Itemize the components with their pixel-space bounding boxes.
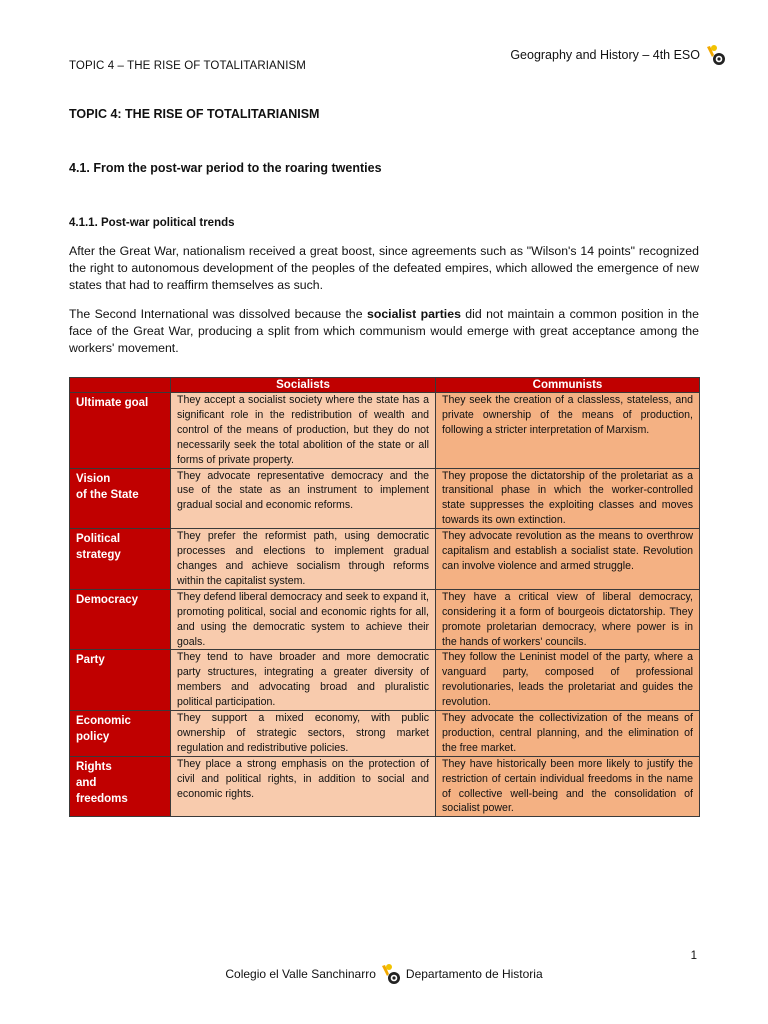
- table-row: [70, 468, 700, 529]
- row-label: Political strategy: [70, 529, 171, 590]
- footer-school: Colegio el Valle Sanchinarro: [225, 967, 376, 981]
- table-row: [70, 589, 700, 650]
- row-label: Vision of the State: [70, 468, 171, 529]
- table-row: [70, 756, 700, 817]
- page-number: 1: [690, 950, 697, 962]
- socialists-cell: They place a strong emphasis on the protection of civil and political rights, in addition to social and economic rights.: [171, 756, 436, 817]
- paragraph-text-end: did not maintain a common position in the face of the Great War, producing a split from which communism would emerge with great acceptance among the workers' movement.: [69, 307, 699, 355]
- footer-department: Departamento de Historia: [405, 967, 543, 981]
- comparison-table: [69, 377, 700, 817]
- socialists-cell: They tend to have broader and more democratic party structures, integrating a greater diversity of members and advocating broad and pluralistic political participation.: [171, 650, 436, 711]
- socialists-cell: They accept a socialist society where the state has a significant role in the redistribution of wealth and control of the means of production, but they do not necessarily seek the total abolition of the state or all forms of private property.: [171, 393, 436, 469]
- socialists-cell: They prefer the reformist path, using democratic processes and elections to implement gradual changes and achieve socialism through reforms within the capitalist system.: [171, 529, 436, 590]
- table-row: [70, 711, 700, 757]
- column-header-socialists: Socialists: [171, 378, 436, 393]
- table-corner-cell: [70, 378, 171, 393]
- socialists-cell: They advocate representative democracy and the use of the state as an instrument to implement gradual social and economic reforms.: [171, 468, 436, 529]
- document-title: TOPIC 4: THE RISE OF TOTALITARIANISM: [69, 107, 320, 121]
- row-label: Ultimate goal: [70, 393, 171, 469]
- course-label: Geography and History – 4th ESO: [510, 48, 700, 62]
- socialists-cell: They support a mixed economy, with public ownership of strategic sectors, strong market regulation and redistributive policies.: [171, 711, 436, 757]
- paragraph-text-start: The Second International was dissolved because the: [69, 307, 367, 321]
- table-row: [70, 393, 700, 469]
- row-label: Party: [70, 650, 171, 711]
- row-label: Democracy: [70, 589, 171, 650]
- table-row: [70, 650, 700, 711]
- communists-cell: They seek the creation of a classless, stateless, and private ownership of the means of production, following a stricter interpretation of Marxism.: [436, 393, 700, 469]
- page-footer: [0, 962, 768, 986]
- page-header-topic: TOPIC 4 – THE RISE OF TOTALITARIANISM: [69, 60, 306, 72]
- row-label: Economic policy: [70, 711, 171, 757]
- communists-cell: They follow the Leninist model of the party, where a vanguard party, composed of professional revolutionaries, leads the proletariat and guides the revolution.: [436, 650, 700, 711]
- table-header-row: [70, 378, 700, 393]
- communists-cell: They have historically been more likely to justify the restriction of certain individual freedoms in the name of collective well-being and the consolidation of socialist power.: [436, 756, 700, 817]
- socialists-cell: They defend liberal democracy and seek to expand it, promoting political, social and economic rights for all, and using the democratic system to achieve their goals.: [171, 589, 436, 650]
- subsection-heading: 4.1.1. Post-war political trends: [69, 217, 235, 229]
- column-header-communists: Communists: [436, 378, 700, 393]
- communists-cell: They have a critical view of liberal democracy, considering it a form of bourgeois dictatorship. They promote proletarian democracy, where power is in the hands of workers' councils.: [436, 589, 700, 650]
- section-heading: 4.1. From the post-war period to the roaring twenties: [69, 161, 382, 175]
- school-logo-icon: [704, 43, 728, 67]
- school-logo-icon: [379, 962, 403, 986]
- paragraph-nationalism: After the Great War, nationalism received a great boost, since agreements such as "Wilson's 14 points" recognized the right to autonomous development of the peoples of the defeated empires, which allowed the emergence of new states that had to reaffirm themselves as such.: [69, 244, 699, 292]
- paragraph-bold-term: socialist parties: [366, 307, 461, 321]
- row-label: Rights and freedoms: [70, 756, 171, 817]
- communists-cell: They advocate revolution as the means to overthrow capitalism and establish a socialist state. Revolution can involve violence and armed struggle.: [436, 529, 700, 590]
- communists-cell: They propose the dictatorship of the proletariat as a transitional phase in which the worker-controlled state suppresses the exploiting classes and moves towards its own extinction.: [436, 468, 700, 529]
- communists-cell: They advocate the collectivization of the means of production, central planning, and the elimination of the free market.: [436, 711, 700, 757]
- table-row: [70, 529, 700, 590]
- paragraph-second-international: [69, 306, 699, 357]
- page-header-course: [510, 43, 728, 67]
